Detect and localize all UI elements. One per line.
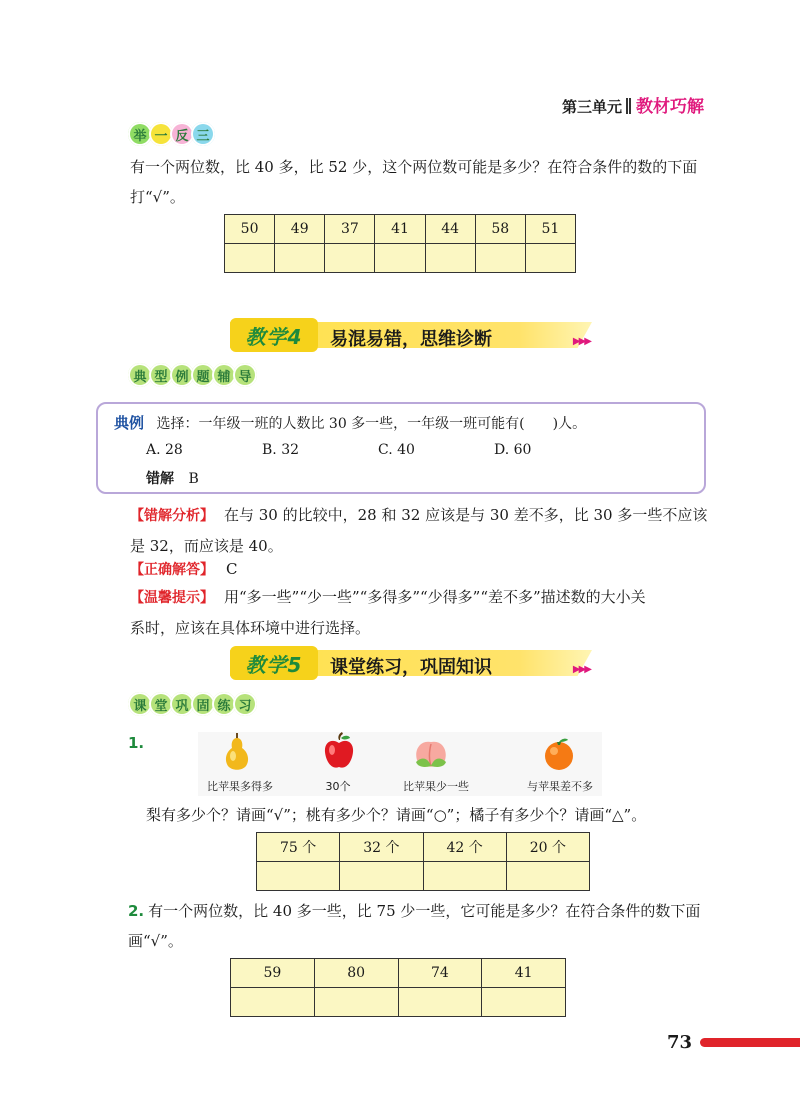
answer-cell[interactable]: [231, 988, 315, 1017]
table-cell: 51: [525, 215, 575, 244]
answer-cell[interactable]: [375, 244, 425, 273]
answer-cell[interactable]: [275, 244, 325, 273]
banner-title: 课堂练习，巩固知识: [330, 657, 492, 678]
tip-text: 用“多一些”“少一些”“多得多”“少得多”“差不多”描述数的大小关: [224, 588, 646, 606]
badge-char: 例: [170, 363, 194, 387]
correct-label: 【正确解答】: [130, 562, 214, 578]
badge-char: 练: [212, 692, 236, 716]
question-1-table: [256, 832, 590, 891]
section-banner-4: [230, 318, 592, 352]
option-c: C. 40: [378, 442, 415, 458]
answer-cell[interactable]: [314, 988, 398, 1017]
pear-caption: 比苹果多得多: [207, 780, 273, 793]
answer-cell[interactable]: [475, 244, 525, 273]
page-number-bar: [700, 1038, 800, 1047]
question-1-text: 梨有多少个？请画“√”；桃有多少个？请画“○”；橘子有多少个？请画“△”。: [146, 806, 647, 824]
correct-answer: C: [226, 560, 238, 578]
question-2-number: 2.: [128, 902, 145, 920]
practice-question: [130, 152, 710, 212]
option-b: B. 32: [262, 442, 300, 458]
analysis-block: [130, 500, 710, 561]
table-cell: 75 个: [257, 833, 340, 862]
table-cell: 32 个: [340, 833, 423, 862]
badge-char: 巩: [170, 692, 194, 716]
badge-char: 三: [191, 122, 215, 146]
table-cell: 49: [275, 215, 325, 244]
answer-cell[interactable]: [257, 862, 340, 891]
wrong-answer-row: [146, 468, 199, 488]
table-cell: 41: [482, 959, 566, 988]
page-number: 73: [666, 1032, 692, 1053]
badge-char: 举: [128, 122, 152, 146]
badge-char: 习: [233, 692, 257, 716]
badge-char: 型: [149, 363, 173, 387]
section-label: 教材巧解: [636, 97, 704, 117]
table-cell: 80: [314, 959, 398, 988]
badge-char: 固: [191, 692, 215, 716]
table-cell: 58: [475, 215, 525, 244]
wrong-label: 错解: [146, 471, 174, 487]
answer-cell[interactable]: [398, 988, 482, 1017]
question-2-text: 有一个两位数，比 40 多一些，比 75 少一些，它可能是多少？在符合条件的数下面: [148, 902, 701, 920]
answer-cell[interactable]: [325, 244, 375, 273]
analysis-text: 是 32，而应该是 40。: [130, 537, 283, 555]
answer-cell[interactable]: [482, 988, 566, 1017]
table-cell: 37: [325, 215, 375, 244]
answer-cell[interactable]: [340, 862, 423, 891]
practice-table: [224, 214, 576, 273]
table-cell: 20 个: [506, 833, 589, 862]
apple-icon: [322, 732, 356, 772]
example-badge: [128, 363, 254, 387]
badge-char: 题: [191, 363, 215, 387]
badge-char: 导: [233, 363, 257, 387]
fruit-illustration: [198, 732, 602, 796]
badge-char: 辅: [212, 363, 236, 387]
analysis-text: 在与 30 的比较中，28 和 32 应该是与 30 差不多，比 30 多一些不应该: [224, 506, 708, 524]
triple-arrow-icon: ▶▶▶: [572, 336, 590, 347]
table-cell: 59: [231, 959, 315, 988]
question-line: 有一个两位数，比 40 多，比 52 少，这个两位数可能是多少？在符合条件的数的下面: [130, 158, 698, 176]
orange-icon: [542, 736, 576, 772]
banner-title: 易混易错，思维诊断: [330, 329, 492, 350]
answer-cell[interactable]: [425, 244, 475, 273]
question-1-number: 1.: [128, 734, 145, 752]
example-question: 选择：一年级一班的人数比 30 多一些，一年级一班可能有( )人。: [156, 416, 587, 432]
answer-cell[interactable]: [525, 244, 575, 273]
example-box: [96, 402, 706, 494]
table-cell: 41: [375, 215, 425, 244]
question-line: 打“√”。: [130, 188, 185, 206]
question-2: [128, 896, 712, 956]
pear-icon: [220, 732, 254, 772]
badge-char: 反: [170, 122, 194, 146]
banner-tag: 教学5: [230, 646, 318, 680]
wrong-answer: B: [188, 471, 199, 487]
running-header: [562, 92, 704, 117]
answer-cell[interactable]: [225, 244, 275, 273]
question-2-text: 画“√”。: [128, 932, 183, 950]
badge-char: 课: [128, 692, 152, 716]
unit-label: 第三单元: [561, 98, 622, 116]
example-label: 典例: [114, 414, 145, 432]
tip-block: [130, 582, 710, 643]
answer-cell[interactable]: [506, 862, 589, 891]
peach-caption: 比苹果少一些: [403, 780, 469, 793]
correct-block: [130, 554, 237, 585]
example-question-row: [114, 412, 586, 433]
orange-caption: 与苹果差不多: [527, 780, 593, 793]
option-d: D. 60: [494, 442, 532, 458]
triple-arrow-icon: ▶▶▶: [572, 664, 590, 675]
answer-cell[interactable]: [423, 862, 506, 891]
table-cell: 42 个: [423, 833, 506, 862]
section-banner-5: [230, 646, 592, 680]
example-options: [146, 442, 531, 458]
apple-caption: 30个: [325, 780, 351, 793]
option-a: A. 28: [146, 442, 183, 458]
table-cell: 50: [225, 215, 275, 244]
tip-text: 系时，应该在具体环境中进行选择。: [130, 619, 371, 637]
question-2-table: [230, 958, 566, 1017]
badge-char: 一: [149, 122, 173, 146]
badge-char: 典: [128, 363, 152, 387]
header-divider: [626, 98, 628, 114]
badge-char: 堂: [149, 692, 173, 716]
table-cell: 74: [398, 959, 482, 988]
analysis-label: 【错解分析】: [130, 508, 214, 524]
practice-badge: [128, 122, 212, 146]
tip-label: 【温馨提示】: [130, 590, 214, 606]
peach-icon: [412, 736, 450, 772]
class-practice-badge: [128, 692, 254, 716]
banner-tag: 教学4: [230, 318, 318, 352]
table-cell: 44: [425, 215, 475, 244]
